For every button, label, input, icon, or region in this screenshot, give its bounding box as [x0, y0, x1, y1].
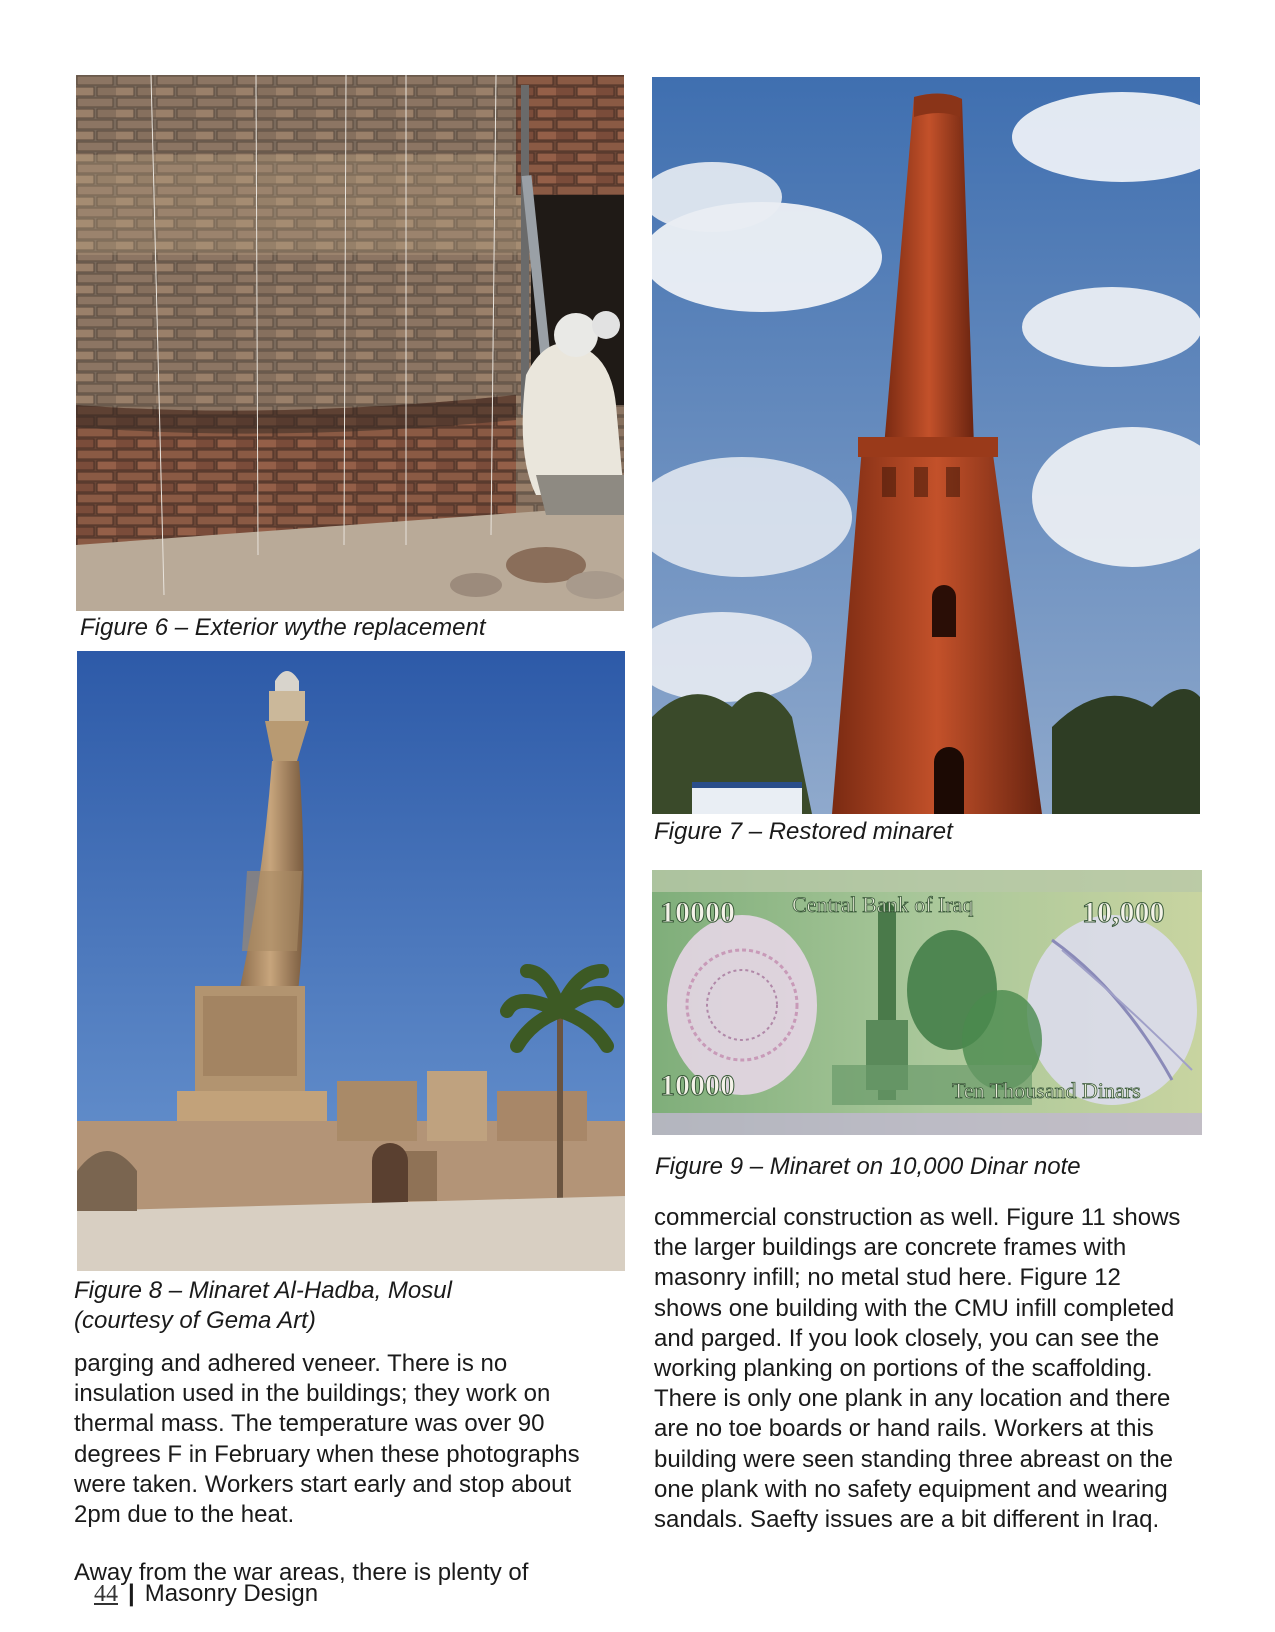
al-hadba-minaret-image [77, 651, 625, 1271]
restored-minaret-image [652, 77, 1200, 814]
figure-8-photo [77, 651, 625, 1271]
note-value-top-left: 10000 [660, 896, 735, 929]
body-text-left-column [74, 1349, 614, 1530]
body-line: insulation used in the buildings; they work on [74, 1380, 551, 1408]
page-footer [94, 1580, 318, 1612]
note-value-top-right: 10,000 [1082, 896, 1165, 929]
page-number: 44 [94, 1581, 118, 1607]
body-line: are no toe boards or hand rails. Workers at this [654, 1415, 1154, 1443]
figure-7-photo [652, 77, 1200, 814]
figure-8-caption-line-1: Figure 8 – Minaret Al-Hadba, Mosul [74, 1277, 452, 1304]
figure-9-caption: Figure 9 – Minaret on 10,000 Dinar note [655, 1153, 1081, 1180]
dinar-banknote-image [652, 870, 1202, 1135]
brick-wall-image [76, 75, 624, 611]
footer-separator: | [128, 1580, 135, 1607]
figure-6-photo [76, 75, 624, 611]
note-value-bottom-left: 10000 [660, 1069, 735, 1102]
body-line: sandals. Saefty issues are a bit different in Iraq. [654, 1506, 1160, 1534]
publication-name: Masonry Design [144, 1580, 319, 1607]
body-line: thermal mass. The temperature was over 90 [74, 1410, 545, 1438]
note-header: Central Bank of Iraq [792, 892, 974, 917]
body-line: Away from the war areas, there is plenty of [74, 1559, 529, 1586]
note-text: Ten Thousand Dinars [952, 1078, 1141, 1103]
figure-8-caption-line-2: (courtesy of Gema Art) [74, 1307, 316, 1334]
body-line: one plank with no safety equipment and wearing [654, 1475, 1168, 1503]
figure-7-caption: Figure 7 – Restored minaret [654, 818, 953, 845]
figure-9-photo [652, 870, 1202, 1135]
body-line: and parged. If you look closely, you can see the [654, 1324, 1160, 1352]
body-line: masonry infill; no metal stud here. Figure 12 [654, 1264, 1121, 1292]
body-line: 2pm due to the heat. [74, 1501, 295, 1529]
body-line: working planking on portions of the scaffolding. [654, 1355, 1153, 1383]
body-line: commercial construction as well. Figure 11 shows [654, 1204, 1181, 1231]
figure-8-caption [74, 1276, 594, 1336]
body-line: There is only one plank in any location and there [654, 1385, 1171, 1413]
body-line: the larger buildings are concrete frames with [654, 1234, 1127, 1262]
body-line: building were seen standing three abreast on the [654, 1445, 1174, 1473]
figure-6-caption: Figure 6 – Exterior wythe replacement [80, 614, 486, 641]
body-line: shows one building with the CMU infill completed [654, 1294, 1175, 1322]
body-text-right-column [654, 1203, 1214, 1535]
body-line: parging and adhered veneer. There is no [74, 1350, 508, 1377]
body-line: were taken. Workers start early and stop about [74, 1470, 572, 1498]
body-line: degrees F in February when these photographs [74, 1440, 580, 1468]
